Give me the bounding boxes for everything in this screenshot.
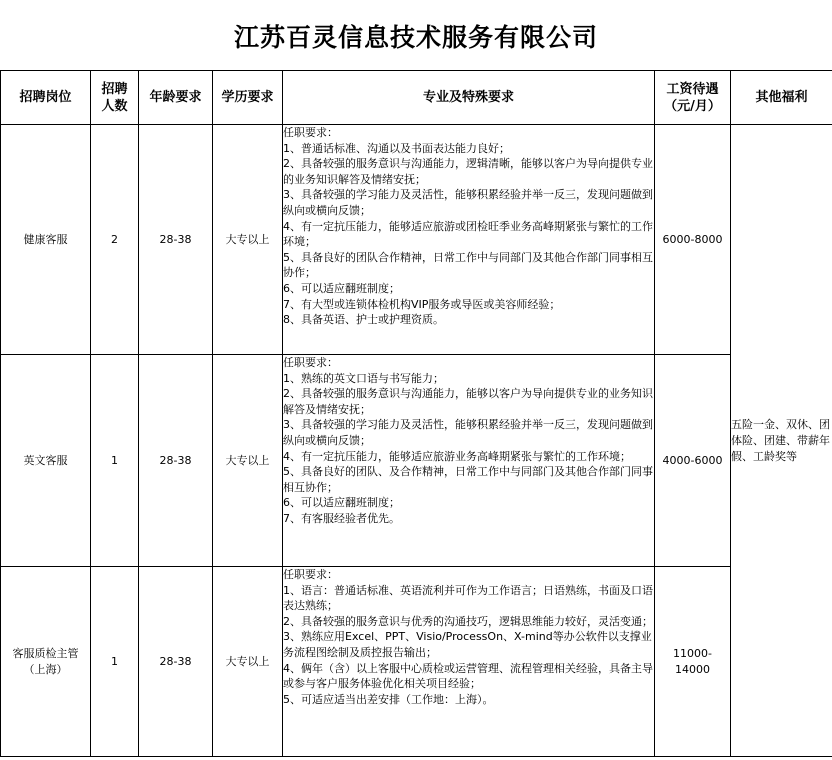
requirement-line: 2、具备较强的服务意识与沟通能力，逻辑清晰，能够以客户为导向提供专业的业务知识解答及情绪安抚； — [283, 157, 653, 186]
header-salary-text: 工资待遇 （元/月） — [664, 81, 721, 114]
job-education: 大专以上 — [213, 355, 283, 567]
requirement-line: 3、熟练应用Excel、PPT、Visio/ProcessOn、X-mind等办公软件以支撑业务流程图绘制及质控报告输出； — [283, 630, 652, 659]
job-position-text: 客服质检主管 （上海） — [12, 646, 79, 676]
job-age: 28-38 — [139, 125, 213, 355]
requirement-line: 4、有一定抗压能力，能够适应旅游或团检旺季业务高峰期紧张与繁忙的工作环境； — [283, 219, 653, 249]
document-title: 江苏百灵信息技术服务有限公司 — [233, 23, 598, 52]
requirement-line: 1、普通话标准、沟通以及书面表达能力良好； — [283, 141, 510, 155]
header-requirements: 专业及特殊要求 — [283, 71, 655, 125]
table-row — [1, 567, 832, 757]
job-requirements — [283, 567, 655, 757]
header-salary — [655, 71, 731, 125]
requirement-line: 6、可以适应翻班制度； — [283, 281, 400, 295]
requirement-line: 5、具备良好的团队、及合作精神，日常工作中与同部门及其他合作部门同事相互协作； — [283, 465, 653, 494]
header-position: 招聘岗位 — [1, 71, 91, 125]
job-salary: 4000-6000 — [655, 355, 731, 567]
job-age: 28-38 — [139, 567, 213, 757]
job-education: 大专以上 — [213, 125, 283, 355]
requirement-line: 5、具备良好的团队合作精神，日常工作中与同部门及其他合作部门同事相互协作； — [283, 250, 653, 280]
benefits-cell: 五险一金、双休、团体险、团建、带薪年假、工龄奖等 — [731, 125, 832, 757]
header-benefits: 其他福利 — [731, 71, 832, 125]
job-salary-text: 11000- 14000 — [673, 646, 712, 676]
job-education: 大专以上 — [213, 567, 283, 757]
requirement-line: 2、具备较强的服务意识与沟通能力，能够以客户为导向提供专业的业务知识解答及情绪安抚； — [283, 387, 653, 416]
requirement-line: 2、具备较强的服务意识与优秀的沟通技巧，逻辑思维能力较好，灵活变通； — [283, 614, 653, 628]
requirement-line: 5、可适应适当出差安排（工作地：上海）。 — [283, 692, 494, 706]
requirement-line: 任职要求： — [283, 356, 338, 369]
requirement-line: 7、有客服经验者优先。 — [283, 511, 400, 525]
job-count: 1 — [91, 355, 139, 567]
requirement-line: 7、有大型或连锁体检机构VIP服务或导医或美容师经验； — [283, 297, 561, 311]
job-age: 28-38 — [139, 355, 213, 567]
table-header-row — [1, 71, 832, 125]
header-count — [91, 71, 139, 125]
job-count: 2 — [91, 125, 139, 355]
requirement-line: 1、语言：普通话标准、英语流利并可作为工作语言；日语熟练，书面及口语表达熟练； — [283, 583, 653, 613]
job-position: 健康客服 — [1, 125, 91, 355]
requirement-line: 3、具备较强的学习能力及灵活性，能够积累经验并举一反三，发现问题做到纵向或横向反馈； — [283, 188, 653, 217]
header-count-text: 招聘 人数 — [101, 81, 128, 114]
table-row — [1, 125, 832, 355]
requirement-line: 4、俩年（含）以上客服中心质检或运营管理、流程管理相关经验，具备主导或参与客户服务体验优化相关项目经验； — [283, 661, 653, 691]
header-education: 学历要求 — [213, 71, 283, 125]
job-requirements — [283, 125, 655, 355]
job-position: 英文客服 — [1, 355, 91, 567]
requirement-line: 1、熟练的英文口语与书写能力； — [283, 371, 444, 385]
job-position — [1, 567, 91, 757]
recruitment-table — [0, 70, 832, 757]
job-salary: 6000-8000 — [655, 125, 731, 355]
requirement-line: 任职要求： — [283, 568, 338, 581]
job-requirements — [283, 355, 655, 567]
table-row — [1, 355, 832, 567]
requirement-line: 4、有一定抗压能力，能够适应旅游业务高峰期紧张与繁忙的工作环境； — [283, 449, 631, 463]
requirement-line: 8、具备英语、护士或护理资质。 — [283, 313, 444, 327]
job-count: 1 — [91, 567, 139, 757]
job-salary — [655, 567, 731, 757]
header-age: 年龄要求 — [139, 71, 213, 125]
requirement-line: 6、可以适应翻班制度； — [283, 496, 400, 510]
requirement-line: 任职要求： — [283, 126, 338, 139]
requirement-line: 3、具备较强的学习能力及灵活性，能够积累经验并举一反三，发现问题做到纵向或横向反馈； — [283, 418, 653, 447]
